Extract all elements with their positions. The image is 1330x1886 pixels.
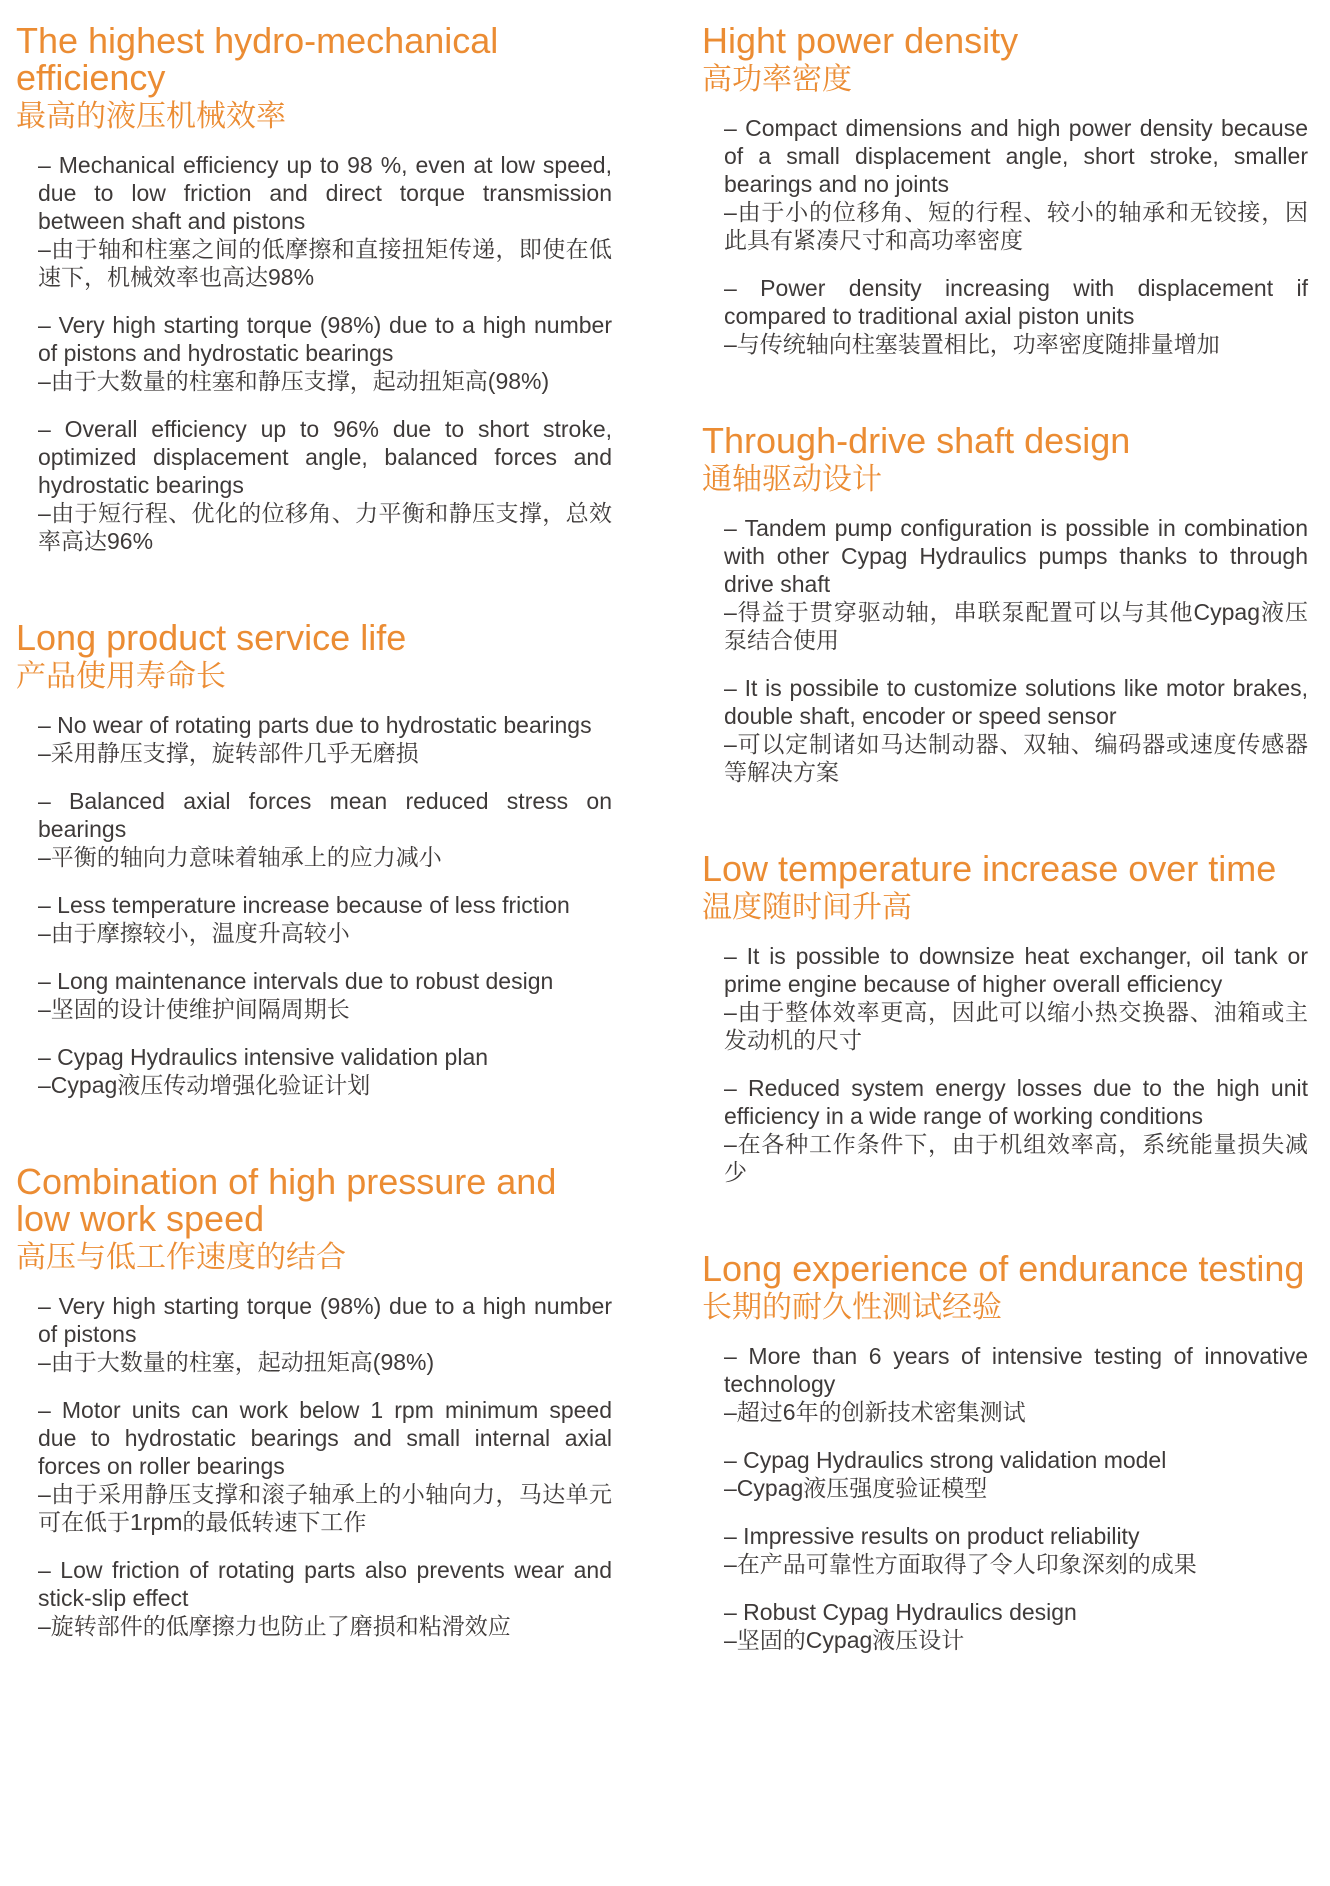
- section-title-en: Combination of high pressure and low work speed: [16, 1161, 557, 1239]
- section-title-zh: 高压与低工作速度的结合: [16, 1241, 346, 1274]
- list-item: [702, 114, 1308, 254]
- list-item: [16, 787, 612, 871]
- bullet-text-en: – Compact dimensions and high power density because of a small displacement angle, short stroke, smaller bearings and no joints: [724, 115, 1308, 197]
- bullet-list: [702, 1342, 1308, 1654]
- section-low-temperature-increase: [702, 850, 1308, 1186]
- section-title-en: Through-drive shaft design: [702, 420, 1131, 461]
- section-hydro-mechanical-efficiency: [16, 22, 612, 555]
- bullet-text-en: – Reduced system energy losses due to the high unit efficiency in a wide range of working conditions: [724, 1075, 1308, 1129]
- bullet-text-zh: –可以定制诸如马达制动器、双轴、编码器或速度传感器等解决方案: [724, 731, 1308, 785]
- list-item: [16, 415, 612, 555]
- bullet-text-en: – Cypag Hydraulics strong validation model: [724, 1447, 1167, 1473]
- bullet-text-zh: –由于小的位移角、短的行程、较小的轴承和无铰接，因此具有紧凑尺寸和高功率密度: [724, 199, 1308, 253]
- section-high-power-density: [702, 22, 1308, 358]
- bullet-text-zh: –由于轴和柱塞之间的低摩擦和直接扭矩传递，即使在低速下，机械效率也高达98%: [38, 236, 612, 290]
- section-title-zh: 温度随时间升高: [702, 891, 912, 924]
- bullet-text-en: – Overall efficiency up to 96% due to short stroke, optimized displacement angle, balanced forces and hydrostatic bearings: [38, 416, 612, 498]
- section-title-en: Long experience of endurance testing: [702, 1248, 1305, 1289]
- section-title-zh: 产品使用寿命长: [16, 660, 226, 693]
- bullet-text-en: – Very high starting torque (98%) due to a high number of pistons: [38, 1293, 612, 1347]
- bullet-text-zh: –由于采用静压支撑和滚子轴承上的小轴向力，马达单元可在低于1rpm的最低转速下工作: [38, 1481, 612, 1535]
- bullet-text-en: – Motor units can work below 1 rpm minimum speed due to hydrostatic bearings and small internal axial forces on roller bearings: [38, 1397, 612, 1479]
- bullet-text-zh: –由于整体效率更高，因此可以缩小热交换器、油箱或主发动机的尺寸: [724, 999, 1308, 1053]
- list-item: [16, 967, 612, 1023]
- bullet-list: [702, 942, 1308, 1186]
- list-item: [702, 942, 1308, 1054]
- bullet-text-zh: –坚固的Cypag液压设计: [724, 1627, 965, 1653]
- list-item: [702, 1446, 1308, 1502]
- bullet-text-en: – Long maintenance intervals due to robust design: [38, 968, 554, 994]
- section-title-zh: 通轴驱动设计: [702, 463, 882, 496]
- bullet-text-en: – It is possibile to customize solutions like motor brakes, double shaft, encoder or speed sensor: [724, 675, 1308, 729]
- bullet-text-en: – Less temperature increase because of less friction: [38, 892, 570, 918]
- bullet-text-en: – Balanced axial forces mean reduced stress on bearings: [38, 788, 612, 842]
- list-item: [702, 274, 1308, 358]
- bullet-text-zh: –由于大数量的柱塞和静压支撑，起动扭矩高(98%): [38, 368, 550, 394]
- bullet-list: [702, 514, 1308, 786]
- list-item: [16, 711, 612, 767]
- bullet-text-en: – Impressive results on product reliability: [724, 1523, 1140, 1549]
- bullet-text-en: – Robust Cypag Hydraulics design: [724, 1599, 1077, 1625]
- bullet-text-zh: –坚固的设计使维护间隔周期长: [38, 996, 350, 1022]
- bullet-text-zh: –在产品可靠性方面取得了令人印象深刻的成果: [724, 1551, 1197, 1577]
- section-through-drive-shaft: [702, 422, 1308, 786]
- section-endurance-testing: [702, 1250, 1308, 1654]
- list-item: [702, 1074, 1308, 1186]
- bullet-text-en: – Low friction of rotating parts also prevents wear and stick-slip effect: [38, 1557, 612, 1611]
- list-item: [16, 311, 612, 395]
- bullet-text-zh: –与传统轴向柱塞装置相比，功率密度随排量增加: [724, 331, 1220, 357]
- list-item: [16, 1043, 612, 1099]
- left-column: [16, 22, 612, 1862]
- bullet-text-zh: –Cypag液压传动增强化验证计划: [38, 1072, 371, 1098]
- section-title-en: Hight power density: [702, 20, 1019, 61]
- bullet-text-zh: –Cypag液压强度验证模型: [724, 1475, 988, 1501]
- bullet-text-en: – Power density increasing with displacement if compared to traditional axial piston units: [724, 275, 1308, 329]
- list-item: [16, 891, 612, 947]
- list-item: [16, 1556, 612, 1640]
- section-title-en: The highest hydro-mechanical efficiency: [16, 20, 499, 98]
- bullet-text-zh: –旋转部件的低摩擦力也防止了磨损和粘滑效应: [38, 1613, 511, 1639]
- list-item: [16, 1396, 612, 1536]
- bullet-text-zh: –由于摩擦较小，温度升高较小: [38, 920, 350, 946]
- bullet-text-zh: –由于短行程、优化的位移角、力平衡和静压支撑，总效率高达96%: [38, 500, 612, 554]
- section-title-zh: 高功率密度: [702, 63, 852, 96]
- list-item: [702, 1522, 1308, 1578]
- bullet-list: [16, 711, 612, 1099]
- bullet-text-zh: –在各种工作条件下，由于机组效率高，系统能量损失减少: [724, 1131, 1308, 1185]
- bullet-text-zh: –平衡的轴向力意味着轴承上的应力减小: [38, 844, 442, 870]
- section-title-zh: 长期的耐久性测试经验: [702, 1291, 1002, 1324]
- list-item: [702, 514, 1308, 654]
- bullet-text-en: – Very high starting torque (98%) due to a high number of pistons and hydrostatic bearings: [38, 312, 612, 366]
- bullet-text-zh: –由于大数量的柱塞，起动扭矩高(98%): [38, 1349, 435, 1375]
- section-title-en: Long product service life: [16, 617, 407, 658]
- bullet-text-en: – It is possible to downsize heat exchanger, oil tank or prime engine because of higher overall efficiency: [724, 943, 1308, 997]
- list-item: [16, 1292, 612, 1376]
- bullet-text-en: – Cypag Hydraulics intensive validation plan: [38, 1044, 489, 1070]
- section-high-pressure-low-speed: [16, 1163, 612, 1640]
- bullet-text-zh: –采用静压支撑，旋转部件几乎无磨损: [38, 740, 419, 766]
- section-title-zh: 最高的液压机械效率: [16, 100, 286, 133]
- list-item: [16, 151, 612, 291]
- section-title-en: Low temperature increase over time: [702, 848, 1277, 889]
- bullet-text-en: – Tandem pump configuration is possible in combination with other Cypag Hydraulics pumps thanks to through drive shaft: [724, 515, 1308, 597]
- list-item: [702, 674, 1308, 786]
- bullet-text-en: – No wear of rotating parts due to hydrostatic bearings: [38, 712, 592, 738]
- bullet-text-en: – More than 6 years of intensive testing of innovative technology: [724, 1343, 1308, 1397]
- bullet-text-zh: –得益于贯穿驱动轴，串联泵配置可以与其他Cypag液压泵结合使用: [724, 599, 1308, 653]
- bullet-list: [16, 151, 612, 555]
- list-item: [702, 1342, 1308, 1426]
- bullet-text-en: – Mechanical efficiency up to 98 %, even at low speed, due to low friction and direct torque transmission between shaft and pistons: [38, 152, 612, 234]
- section-long-product-service-life: [16, 619, 612, 1099]
- bullet-text-zh: –超过6年的创新技术密集测试: [724, 1399, 1026, 1425]
- right-column: [702, 22, 1308, 1862]
- list-item: [702, 1598, 1308, 1654]
- bullet-list: [16, 1292, 612, 1640]
- bullet-list: [702, 114, 1308, 358]
